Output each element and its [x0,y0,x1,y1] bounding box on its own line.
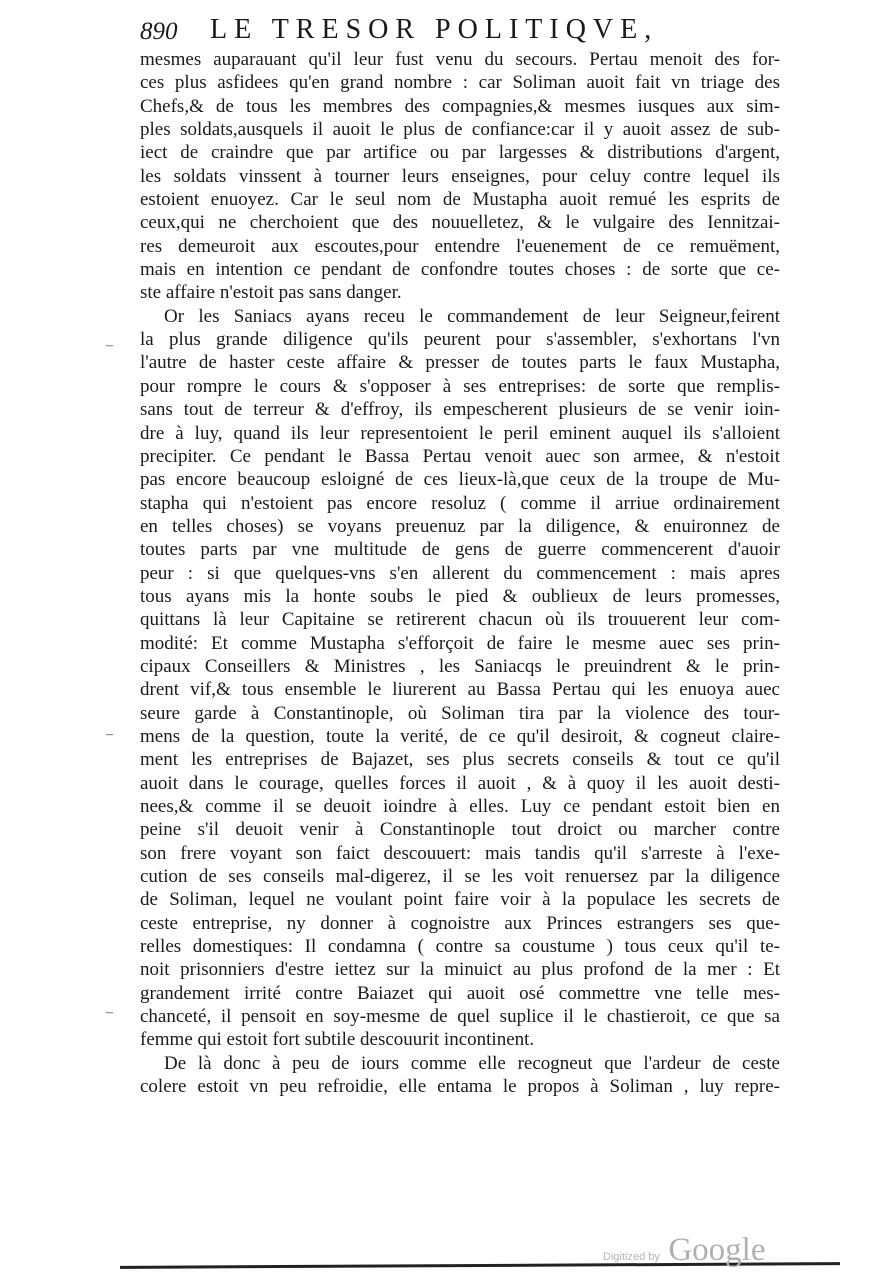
text-line: la plus grande diligence qu'ils peurent pour s'assembler, s'exhortans l'vn [140,329,780,351]
text-line: ment les entreprises de Bajazet, ses plus secrets conseils & tout ce qu'il [140,749,780,771]
text-line: en telles choses) se voyans preuenuz par la diligence, & enuironnez de [140,515,780,537]
running-title: LE TRESOR POLITIQVE, [210,14,659,45]
text-line: ces plus asfidees qu'en grand nombre : car Soliman auoit fait vn triage des [140,72,780,94]
text-line: modité: Et comme Mustapha s'efforçoit de faire le mesme auec ses prin- [140,632,780,654]
text-line: sans tout de terreur & d'effroy, ils empescherent plusieurs de se venir ioin- [140,399,780,421]
text-line: femme qui estoit fort subtile descouurit incontinent. [140,1029,535,1051]
text-line: auoit dans le courage, quelles forces il auoit , & à quoy il les auoit desti- [140,772,780,794]
text-line: ceux,qui ne cherchoient que des nouuelletez, & le vulgaire des Iennitzai- [140,212,780,234]
text-line: relles domestiques: Il condamna ( contre sa coustume ) tous ceux qu'il te- [140,936,780,958]
text-line: nees,& comme il se deuoit ioindre à elles. Luy ce pendant estoit bien en [140,796,780,817]
text-line: res demeuroit aux escoutes,pour entendre l'euenement de ce remuëment, [140,235,780,257]
page-header [140,10,780,50]
paragraph-start-line: De là donc à peu de iours comme elle recogneut que l'ardeur de ceste [164,1052,780,1074]
text-line: cipaux Conseillers & Ministres , les Saniacqs le preuindrent & le prin- [140,655,780,677]
body-text [140,48,780,1098]
text-line: mens de la question, toute la verité, de ce qu'il desiroit, & cogneut claire- [140,725,780,747]
text-line: mais en intention ce pendant de confondre toutes choses : de sorte que ce- [140,259,780,281]
digitized-watermark [603,1232,765,1269]
text-line: noit prisonniers d'estre iettez sur la minuict au plus profond de la mer : Et [140,959,780,981]
margin-dash-mark: – [106,338,113,353]
margin-dash-mark: – [106,727,113,742]
text-line: peine s'il deuoit venir à Constantinople tout droict ou marcher contre [140,819,780,841]
text-line: les soldats vinssent à tourner leurs enseignes, pour celuy contre lequel ils [140,165,780,187]
paragraph-start-line: Or les Saniacs ayans receu le commandement de leur Seigneur,feirent [164,305,780,327]
text-line: ste affaire n'estoit pas sans danger. [140,282,402,304]
text-line: pas encore beaucoup esloigné de ces lieux-là,que ceux de la troupe de Mu- [140,469,780,491]
page-number: 890 [140,18,178,45]
margin-dash-mark: – [106,1005,113,1020]
text-line: ceste entreprise, ny donner à cognoistre aux Princes estrangers ses que- [140,912,780,934]
text-line: chanceté, il pensoit en soy-mesme de quel suplice il le chastieroit, ce que sa [140,1006,780,1028]
text-line: cution de ses conseils mal-digerez, il se les voit renuersez par la diligence [140,866,780,888]
text-line: dre à luy, quand ils leur representoient le peril eminent auquel ils s'alloient [140,422,780,444]
text-line: stapha qui n'estoient pas encore resoluz ( comme il arriue ordinairement [140,492,780,514]
text-line: mesmes auparauant qu'il leur fust venu du secours. Pertau menoit des for- [140,49,780,70]
text-line: seure garde à Constantinople, où Soliman tira par la violence des tour- [140,702,780,724]
text-line: de Soliman, lequel ne voulant point faire voir à la populace les secrets de [140,889,780,911]
text-line: pour rompre le cours & s'opposer à ses entreprises: de sorte que remplis- [140,375,780,397]
text-line: tous ayans mis la honte soubs le pied & oublieux de leurs promesses, [140,585,780,607]
digitized-by-text: Digitized by [603,1251,660,1263]
text-line: toutes parts par vne multitude de gens de guerre commencerent d'auoir [140,539,780,561]
text-line: peur : si que quelques-vns s'en allerent du commencement : mais apres [140,562,780,584]
text-line: l'autre de haster ceste affaire & presser de toutes parts le faux Mustapha, [140,352,780,374]
text-line: iect de craindre que par artifice ou par largesses & distributions d'argent, [140,142,780,164]
text-line: drent vif,& tous ensemble le liurerent au Bassa Pertau qui les enuoya auec [140,679,780,701]
text-line: quittans là leur Capitaine se retirerent chacun où ils trouuerent leur com- [140,609,780,631]
text-line: grandement irrité contre Baiazet qui auoit osé commettre vne telle mes- [140,982,780,1004]
text-line: colere estoit vn peu refroidie, elle entama le propos à Soliman , luy repre- [140,1076,780,1098]
google-logo: Google [668,1232,766,1268]
text-line: son frere voyant son faict descouuert: mais tandis qu'il s'arreste à l'exe- [140,842,780,864]
text-line: Chefs,& de tous les membres des compagnies,& mesmes iusques aux sim- [140,95,780,117]
text-line: precipiter. Ce pendant le Bassa Pertau venoit auec son armee, & n'estoit [140,445,780,467]
text-line: estoient enuoyez. Car le seul nom de Mustapha auoit remué les esprits de [140,189,780,211]
text-line: ples soldats,ausquels il auoit le plus de confiance:car il y auoit assez de sub- [140,119,780,141]
